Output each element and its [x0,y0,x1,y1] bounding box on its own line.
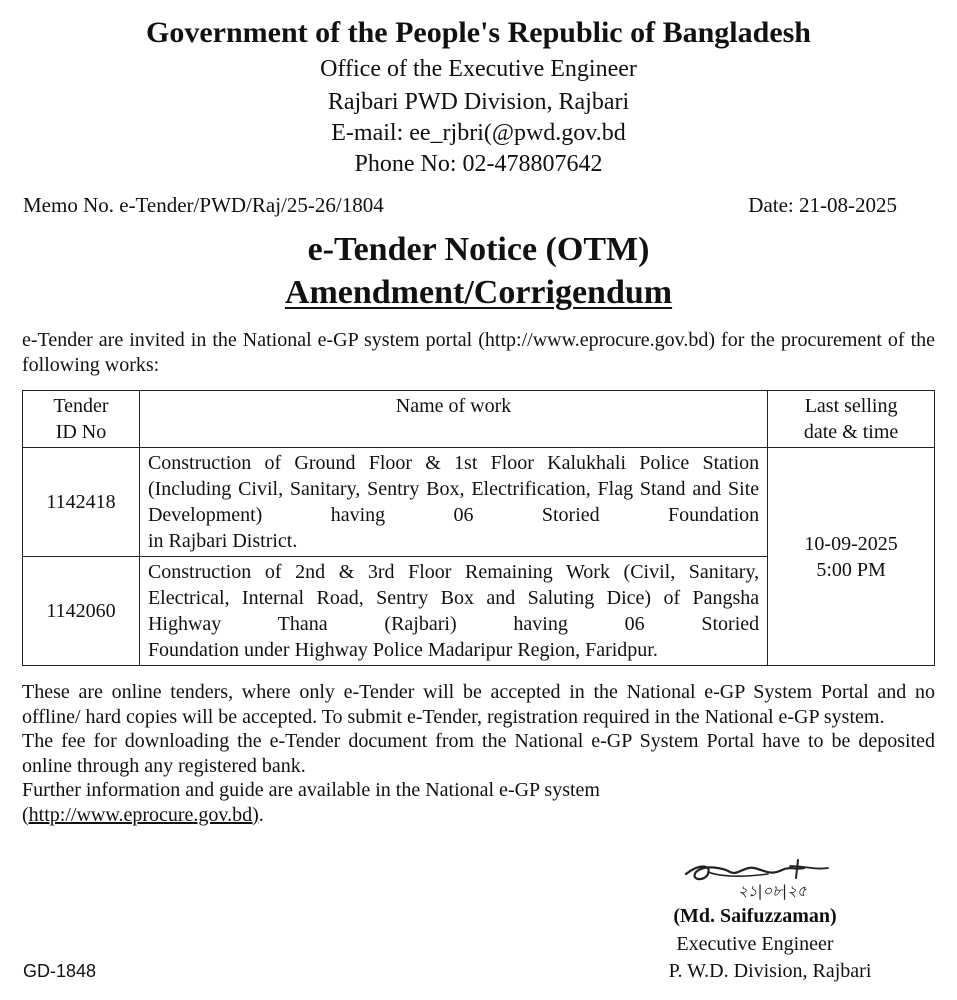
header-tender-id-line1: Tender [53,395,109,417]
work-name-text: Construction of 2nd & 3rd Floor Remaining Work (Civil, Sanitary, Electrical, Internal Road, Sentry Box and Saluting Dice) of Pangsha Highway Thana (Rajbari) having 06 Storied [147,561,760,635]
email-line: E-mail: ee_rjbri(@pwd.gov.bd [331,120,626,146]
tender-id-cell: 1142418 [23,448,140,557]
signatory-name: (Md. Saifuzzaman) [673,905,837,927]
notice-title: e-Tender Notice (OTM) [307,231,650,268]
eprocure-link[interactable]: (http://www.eprocure.gov.bd) [22,803,259,826]
header-name-of-work-text: Name of work [395,395,512,417]
phone-line: Phone No: 02-478807642 [354,151,603,177]
last-selling-date: 10-09-2025 [804,532,898,555]
signatory-designation: Executive Engineer [676,933,834,955]
memo-number: Memo No. e-Tender/PWD/Raj/25-26/1804 [23,193,384,217]
further-info-paragraph [22,778,935,827]
signatory-office: P. W.D. Division, Rajbari [668,960,872,982]
gd-code: GD-1848 [23,961,97,981]
intro-paragraph: e-Tender are invited in the National e-GP system portal (http://www.eprocure.gov.bd) for the procurement of the following works: [22,329,935,376]
table-header-row [23,391,935,448]
work-name-text: Construction of Ground Floor & 1st Floor Kalukhali Police Station (Including Civil, Sanitary, Sentry Box, Electrification, Flag Stand and Site Development) having 06 Storied Foundation [147,452,760,526]
notice-subtitle [0,273,957,313]
government-title: Government of the People's Republic of Bangladesh [146,16,811,49]
handwritten-signature [678,852,868,902]
last-selling-time: 5:00 PM [816,558,886,581]
online-tender-paragraph: These are online tenders, where only e-Tender will be accepted in the National e-GP System Portal and no offline/ hard copies will be accepted. To submit e-Tender, registration required in the National e-GP system. [22,681,935,728]
header-tender-id-line2: ID No [55,421,107,443]
works-table [22,390,935,666]
notice-subtitle-text: Amendment/Corrigendum [284,274,673,311]
header-tender-id [23,391,140,448]
further-info-text: Further information and guide are available in the National e-GP system [22,779,600,801]
work-name-last-line: in Rajbari District. [147,530,298,552]
header-last-selling-line1: Last selling [804,395,898,417]
header-last-selling [768,391,935,448]
memo-date: Date: 21-08-2025 [748,193,897,217]
last-selling-cell [768,448,935,666]
header-name-of-work [139,391,767,448]
work-name-cell [139,557,767,666]
work-name-cell [139,448,767,557]
table-row [23,448,935,557]
office-name: Office of the Executive Engineer [320,56,637,82]
header-last-selling-line2: date & time [803,421,899,443]
link-suffix: . [258,803,264,826]
fee-paragraph: The fee for downloading the e-Tender document from the National e-GP System Portal have to be deposited online through any registered bank. [22,730,935,777]
work-name-last-line: Foundation under Highway Police Madaripur Region, Faridpur. [147,639,658,661]
signature-date: ২১|০৮|২৫ [738,882,807,900]
instructions [22,680,935,827]
tender-id-cell: 1142060 [23,557,140,666]
division-name: Rajbari PWD Division, Rajbari [327,89,630,115]
